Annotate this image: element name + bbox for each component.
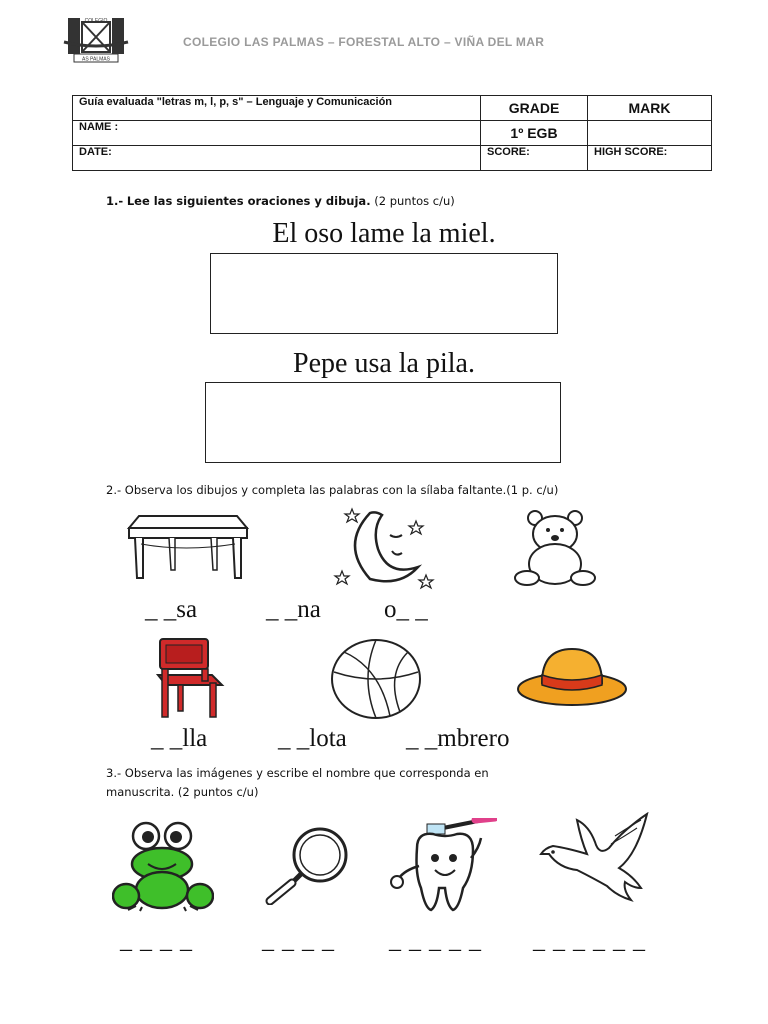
magnifier-picture bbox=[262, 825, 354, 905]
section1-title bbox=[106, 192, 455, 211]
section1-number: 1.- bbox=[106, 194, 124, 208]
fill-word-luna: _ _na bbox=[266, 596, 321, 623]
school-crest bbox=[62, 14, 130, 64]
guide-title: Guía evaluada "letras m, l, p, s" – Lenguaje y Comunicación bbox=[73, 96, 481, 121]
blank-word-muela: _ _ _ _ _ bbox=[389, 928, 482, 954]
fill-word-silla: _ _lla bbox=[151, 725, 208, 752]
svg-text:COLEGIO: COLEGIO bbox=[84, 18, 108, 24]
name-label: NAME : bbox=[79, 121, 119, 133]
section3-instruction-line1: Observa las imágenes y escribe el nombre que corresponda en bbox=[124, 766, 489, 780]
date-label: DATE: bbox=[79, 146, 112, 158]
svg-text:AS PALMAS: AS PALMAS bbox=[82, 56, 110, 63]
section3-title bbox=[106, 764, 489, 802]
section3-instruction-line2: manuscrita. (2 puntos c/u) bbox=[106, 785, 259, 799]
tooth-picture bbox=[387, 818, 497, 913]
fill-word-oso: o_ _ bbox=[384, 596, 428, 623]
section2-number: 2.- bbox=[106, 483, 122, 497]
blank-word-lupa: _ _ _ _ bbox=[262, 928, 335, 954]
score-label: SCORE: bbox=[487, 146, 530, 158]
high-score-label: HIGH SCORE: bbox=[594, 146, 668, 158]
hat-picture bbox=[516, 645, 628, 707]
grade-label: GRADE bbox=[481, 96, 588, 121]
section3-number: 3.- bbox=[106, 766, 122, 780]
student-info-table bbox=[72, 95, 712, 171]
drawing-box-1[interactable] bbox=[210, 253, 558, 334]
section1-points: (2 puntos c/u) bbox=[374, 194, 455, 208]
ball-picture bbox=[330, 638, 422, 720]
fill-word-sombrero: _ _mbrero bbox=[406, 725, 510, 752]
blank-word-paloma: _ _ _ _ _ _ bbox=[533, 928, 646, 954]
sentence-1: El oso lame la miel. bbox=[272, 218, 496, 249]
dove-picture bbox=[537, 812, 652, 902]
blank-word-sapo: _ _ _ _ bbox=[120, 928, 193, 954]
mark-label: MARK bbox=[588, 96, 712, 121]
school-name: COLEGIO LAS PALMAS – FORESTAL ALTO – VIÑA DEL MAR bbox=[183, 35, 545, 49]
table-picture bbox=[125, 508, 250, 583]
section1-instruction: Lee las siguientes oraciones y dibuja. bbox=[126, 194, 371, 208]
mark-field[interactable] bbox=[588, 121, 712, 146]
section2-instruction: Observa los dibujos y completa las palabras con la sílaba faltante.(1 p. c/u) bbox=[124, 483, 559, 497]
score-field[interactable] bbox=[481, 146, 588, 171]
moon-picture bbox=[330, 505, 435, 590]
sentence-2: Pepe usa la pila. bbox=[293, 348, 475, 379]
section2-title bbox=[106, 481, 558, 500]
name-field[interactable] bbox=[73, 121, 481, 146]
drawing-box-2[interactable] bbox=[205, 382, 561, 463]
bear-picture bbox=[505, 508, 605, 588]
frog-picture bbox=[112, 820, 214, 912]
chair-picture bbox=[152, 635, 227, 720]
fill-word-pelota: _ _lota bbox=[278, 725, 347, 752]
high-score-field[interactable] bbox=[588, 146, 712, 171]
date-field[interactable] bbox=[73, 146, 481, 171]
grade-value: 1º EGB bbox=[481, 121, 588, 146]
fill-word-mesa: _ _sa bbox=[145, 596, 198, 623]
